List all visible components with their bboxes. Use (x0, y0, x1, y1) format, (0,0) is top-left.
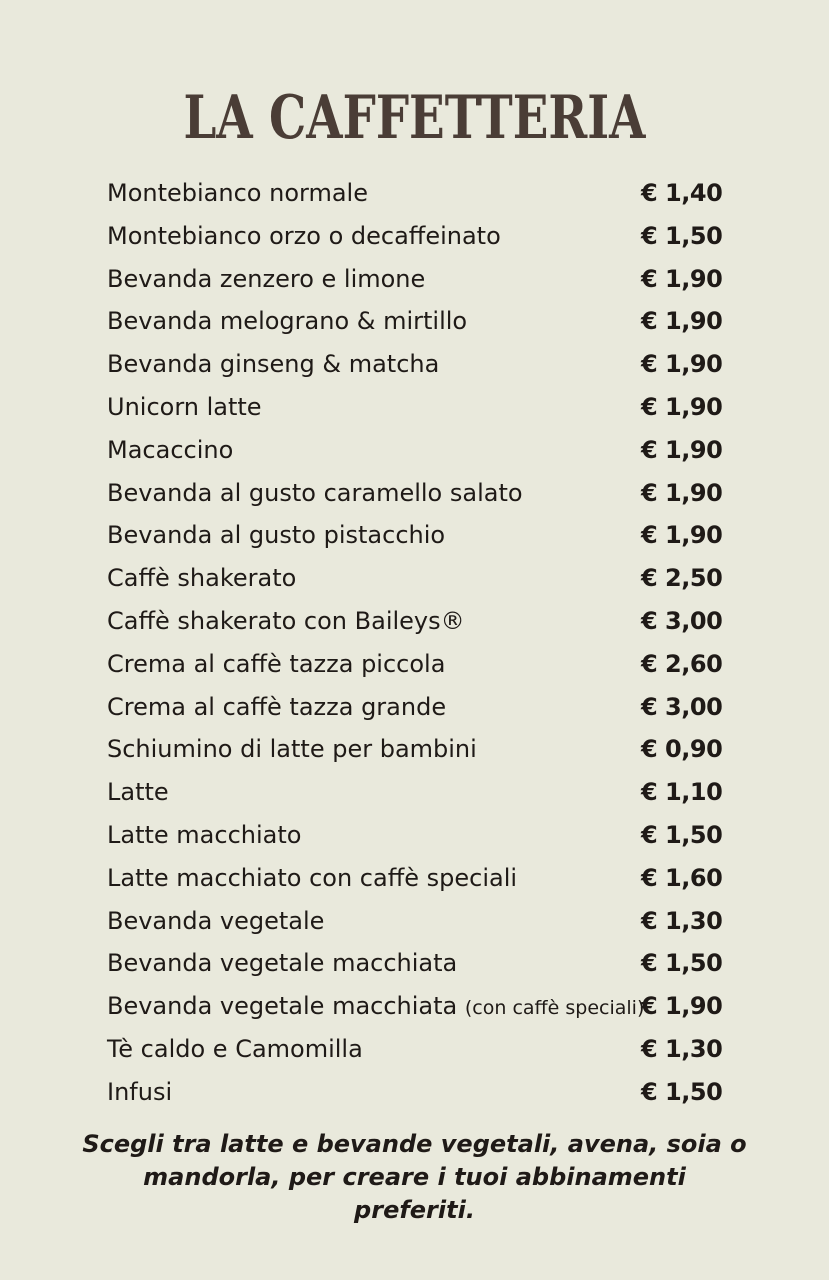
item-name (107, 985, 644, 1030)
menu-item (107, 172, 723, 215)
menu-item (107, 771, 723, 814)
item-name-text: Bevanda vegetale macchiata (107, 949, 458, 978)
item-price: € 1,40 (641, 179, 723, 207)
item-name: Bevanda al gusto pistacchio (107, 521, 446, 550)
item-name: Caffè shakerato con Baileys® (107, 606, 465, 635)
menu-item (107, 728, 723, 771)
item-name: Latte macchiato (107, 820, 302, 849)
item-name: Bevanda vegetale (107, 906, 325, 935)
menu-item (107, 900, 723, 943)
item-name: Unicorn latte (107, 392, 262, 421)
item-price: € 1,50 (641, 221, 723, 250)
item-price: € 1,90 (641, 478, 723, 507)
item-name: Bevanda zenzero e limone (107, 264, 426, 293)
item-name: Latte macchiato con caffè speciali (107, 863, 518, 892)
item-price: € 1,60 (641, 863, 723, 892)
item-name: Infusi (107, 1077, 173, 1106)
item-name: Latte (107, 778, 169, 807)
item-price: € 1,90 (641, 307, 723, 336)
menu-item (107, 215, 723, 258)
item-name: Bevanda ginseng & matcha (107, 350, 440, 379)
item-price: € 1,90 (641, 521, 723, 550)
menu-item (107, 600, 723, 643)
item-name: Bevanda al gusto caramello salato (107, 478, 523, 507)
item-price: € 1,30 (641, 1034, 723, 1063)
item-name: Montebianco normale (107, 179, 368, 207)
footer-line-1: Scegli tra latte e bevande vegetali, avena, soia o (82, 1130, 747, 1158)
menu-item (107, 985, 723, 1028)
menu-item (107, 1028, 723, 1071)
item-name: Montebianco orzo o decaffeinato (107, 221, 501, 250)
item-price: € 1,90 (641, 350, 723, 379)
menu-item (107, 857, 723, 900)
item-price: € 1,90 (641, 435, 723, 464)
menu-item (107, 472, 723, 515)
item-name: Crema al caffè tazza piccola (107, 649, 446, 678)
item-price: € 1,10 (641, 778, 723, 807)
menu-item (107, 429, 723, 472)
item-name: Tè caldo e Camomilla (107, 1034, 363, 1063)
menu-item (107, 258, 723, 301)
menu-item (107, 386, 723, 429)
item-price: € 1,90 (641, 392, 723, 421)
item-name: Macaccino (107, 435, 234, 464)
item-price: € 1,30 (641, 906, 723, 935)
menu-item (107, 643, 723, 686)
page-title: LA CAFFETTERIA (183, 83, 646, 153)
item-price: € 1,90 (641, 992, 723, 1021)
item-price: € 3,00 (641, 692, 723, 721)
item-name: Caffè shakerato (107, 564, 297, 593)
menu-list (107, 172, 723, 1114)
item-price: € 3,00 (641, 606, 723, 635)
item-price: € 1,50 (641, 1077, 723, 1106)
item-price: € 2,50 (641, 564, 723, 593)
item-name: Bevanda melograno & mirtillo (107, 307, 468, 336)
item-name-text: Bevanda vegetale macchiata (107, 992, 458, 1021)
footer-line-2: mandorla, per creare i tuoi abbinamenti preferiti. (143, 1163, 686, 1224)
item-price: € 1,50 (641, 949, 723, 978)
menu-item (107, 942, 723, 985)
menu-item (107, 300, 723, 343)
menu-item (107, 557, 723, 600)
menu-item (107, 343, 723, 386)
item-name: Crema al caffè tazza grande (107, 692, 447, 721)
item-price: € 2,60 (641, 649, 723, 678)
item-name: Schiumino di latte per bambini (107, 735, 477, 764)
item-note: (con caffè speciali) (464, 997, 645, 1020)
item-price: € 0,90 (641, 735, 723, 764)
item-price: € 1,90 (641, 264, 723, 293)
menu-item (107, 1071, 723, 1114)
footer-note (80, 1128, 749, 1227)
menu-item (107, 686, 723, 729)
menu-item (107, 814, 723, 857)
item-price: € 1,50 (641, 820, 723, 849)
menu-item (107, 514, 723, 557)
item-name (107, 942, 457, 985)
